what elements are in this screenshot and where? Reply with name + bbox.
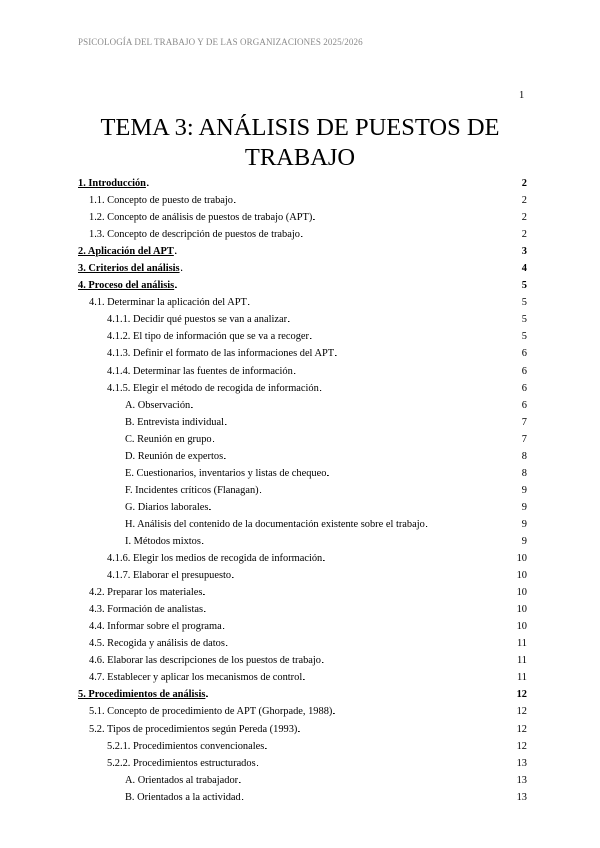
toc-entry-title: 1.3. Concepto de descripción de puestos de trabajo xyxy=(89,229,300,241)
toc-entry[interactable] xyxy=(78,263,527,280)
toc-entry-title: 4.1.4. Determinar las fuentes de información xyxy=(107,365,293,377)
toc-entry-page: 8 xyxy=(521,450,527,462)
toc-entry-title: 4.1. Determinar la aplicación del APT xyxy=(89,297,247,309)
toc-entry[interactable] xyxy=(78,314,527,331)
dot-leader xyxy=(209,502,520,513)
dot-leader xyxy=(175,246,521,257)
toc-entry[interactable] xyxy=(78,348,527,365)
dot-leader xyxy=(313,212,520,223)
toc-entry-title: 5.1. Concepto de procedimiento de APT (Ghorpade, 1988) xyxy=(89,706,333,718)
toc-entry[interactable] xyxy=(78,724,527,741)
dot-leader xyxy=(223,621,516,632)
toc-entry-page: 6 xyxy=(521,382,527,394)
toc-entry-page: 10 xyxy=(516,587,527,599)
page-number: 1 xyxy=(519,90,525,101)
dot-leader xyxy=(213,434,521,445)
toc-entry[interactable] xyxy=(78,178,527,195)
toc-entry-page: 13 xyxy=(516,757,527,769)
toc-entry-page: 6 xyxy=(521,399,527,411)
toc-entry-page: 2 xyxy=(521,195,527,207)
toc-entry[interactable] xyxy=(78,468,527,485)
toc-entry-page: 9 xyxy=(521,518,527,530)
dot-leader xyxy=(232,570,516,581)
toc-entry[interactable] xyxy=(78,485,527,502)
toc-entry[interactable] xyxy=(78,775,527,792)
toc-entry[interactable] xyxy=(78,741,527,758)
dot-leader xyxy=(333,706,515,717)
toc-entry-page: 7 xyxy=(521,416,527,428)
toc-entry-title: G. Diarios laborales xyxy=(125,501,209,513)
toc-entry-title: A. Observación xyxy=(125,399,191,411)
dot-leader xyxy=(203,587,515,598)
toc-entry-page: 4 xyxy=(521,263,527,275)
dot-leader xyxy=(206,689,515,700)
toc-entry[interactable] xyxy=(78,400,527,417)
toc-entry[interactable] xyxy=(78,434,527,451)
dot-leader xyxy=(298,724,515,735)
toc-entry[interactable] xyxy=(78,621,527,638)
dot-leader xyxy=(303,672,516,683)
toc-entry-page: 2 xyxy=(521,178,527,189)
dot-leader xyxy=(225,417,521,428)
dot-leader xyxy=(322,655,516,666)
toc-entry-title: 1.2. Concepto de análisis de puestos de trabajo (APT) xyxy=(89,212,313,224)
toc-entry-title: 4.2. Preparar los materiales xyxy=(89,587,203,599)
toc-entry-title: 4.3. Formación de analistas xyxy=(89,604,203,616)
toc-entry-page: 10 xyxy=(516,570,527,582)
toc-entry-title: 4.1.2. El tipo de información que se va a recoger xyxy=(107,331,309,343)
toc-entry-title: 5. Procedimientos de análisis xyxy=(78,689,206,701)
toc-entry[interactable] xyxy=(78,229,527,246)
toc-entry-page: 10 xyxy=(516,621,527,633)
table-of-contents xyxy=(78,178,527,809)
toc-entry-title: 1. Introducción xyxy=(78,178,146,189)
toc-entry[interactable] xyxy=(78,536,527,553)
toc-entry-title: I. Métodos mixtos xyxy=(125,535,201,547)
toc-entry-page: 12 xyxy=(516,723,527,735)
toc-entry-page: 11 xyxy=(516,638,527,650)
toc-entry-title: 2. Aplicación del APT xyxy=(78,246,174,258)
toc-entry[interactable] xyxy=(78,519,527,536)
toc-entry-title: 4.1.7. Elaborar el presupuesto xyxy=(107,570,232,582)
toc-entry-title: 4.1.1. Decidir qué puestos se van a analizar xyxy=(107,314,288,326)
toc-entry[interactable] xyxy=(78,792,527,809)
toc-entry-title: 3. Criterios del análisis xyxy=(78,263,180,275)
toc-entry[interactable] xyxy=(78,502,527,519)
dot-leader xyxy=(191,400,521,411)
toc-entry-page: 6 xyxy=(521,365,527,377)
dot-leader xyxy=(224,451,521,462)
toc-entry-page: 9 xyxy=(521,535,527,547)
toc-entry-title: A. Orientados al trabajador xyxy=(125,774,239,786)
dot-leader xyxy=(226,638,516,649)
toc-entry-page: 13 xyxy=(516,791,527,803)
toc-entry[interactable] xyxy=(78,246,527,263)
toc-entry[interactable] xyxy=(78,212,527,229)
toc-entry-title: F. Incidentes críticos (Flanagan) xyxy=(125,484,259,496)
toc-entry-page: 5 xyxy=(521,280,527,292)
toc-entry-page: 9 xyxy=(521,484,527,496)
toc-entry-page: 11 xyxy=(516,672,527,684)
dot-leader xyxy=(310,331,521,342)
dot-leader xyxy=(239,775,516,786)
dot-leader xyxy=(260,485,521,496)
toc-entry-page: 2 xyxy=(521,229,527,241)
toc-entry[interactable] xyxy=(78,587,527,604)
toc-entry-title: B. Orientados a la actividad xyxy=(125,791,241,803)
toc-entry[interactable] xyxy=(78,706,527,723)
toc-entry-title: 4. Proceso del análisis xyxy=(78,280,175,292)
toc-entry-title: B. Entrevista individual xyxy=(125,416,224,428)
dot-leader xyxy=(301,229,521,240)
dot-leader xyxy=(294,366,521,377)
toc-entry[interactable] xyxy=(78,280,527,297)
toc-entry-title: H. Análisis del contenido de la documentación existente sobre el trabajo xyxy=(125,518,425,530)
toc-entry[interactable] xyxy=(78,331,527,348)
dot-leader xyxy=(147,178,521,189)
toc-entry[interactable] xyxy=(78,383,527,400)
toc-entry[interactable] xyxy=(78,553,527,570)
dot-leader xyxy=(288,314,521,325)
toc-entry[interactable] xyxy=(78,758,527,775)
toc-entry[interactable] xyxy=(78,297,527,314)
toc-entry-page: 9 xyxy=(521,501,527,513)
toc-entry[interactable] xyxy=(78,417,527,434)
toc-entry-page: 2 xyxy=(521,212,527,224)
toc-entry-page: 3 xyxy=(521,246,527,258)
toc-entry-page: 8 xyxy=(521,467,527,479)
toc-entry-title: 4.6. Elaborar las descripciones de los puestos de trabajo xyxy=(89,655,321,667)
toc-entry-title: 4.4. Informar sobre el programa xyxy=(89,621,222,633)
dot-leader xyxy=(181,263,521,274)
toc-entry-page: 10 xyxy=(516,604,527,616)
toc-entry-page: 11 xyxy=(516,655,527,667)
toc-entry-title: 5.2.2. Procedimientos estructurados xyxy=(107,757,256,769)
dot-leader xyxy=(248,297,521,308)
toc-entry-title: 5.2. Tipos de procedimientos según Pereda (1993) xyxy=(89,723,298,735)
dot-leader xyxy=(204,604,516,615)
dot-leader xyxy=(234,195,521,206)
toc-entry-title: 4.7. Establecer y aplicar los mecanismos de control xyxy=(89,672,303,684)
toc-entry[interactable] xyxy=(78,195,527,212)
toc-entry-page: 7 xyxy=(521,433,527,445)
toc-entry-page: 12 xyxy=(516,689,527,701)
toc-entry-title: 1.1. Concepto de puesto de trabajo xyxy=(89,195,233,207)
document-title: TEMA 3: ANÁLISIS DE PUESTOS DE TRABAJO xyxy=(100,114,500,171)
dot-leader xyxy=(175,280,521,291)
toc-entry-page: 12 xyxy=(516,740,527,752)
toc-entry-page: 5 xyxy=(521,331,527,343)
dot-leader xyxy=(426,519,521,530)
toc-entry-title: 4.1.5. Elegir el método de recogida de información xyxy=(107,382,319,394)
running-header: PSICOLOGÍA DEL TRABAJO Y DE LAS ORGANIZACIONES 2025/2026 xyxy=(78,37,363,47)
toc-entry[interactable] xyxy=(78,638,527,655)
toc-entry-page: 5 xyxy=(521,297,527,309)
toc-entry-title: E. Cuestionarios, inventarios y listas de chequeo xyxy=(125,467,327,479)
dot-leader xyxy=(202,536,521,547)
dot-leader xyxy=(335,348,521,359)
toc-entry[interactable] xyxy=(78,366,527,383)
dot-leader xyxy=(265,741,515,752)
dot-leader xyxy=(323,553,515,564)
toc-entry-title: 5.2.1. Procedimientos convencionales xyxy=(107,740,265,752)
toc-entry-page: 10 xyxy=(516,553,527,565)
toc-entry[interactable] xyxy=(78,672,527,689)
dot-leader xyxy=(320,383,521,394)
toc-entry[interactable] xyxy=(78,570,527,587)
toc-entry-title: C. Reunión en grupo xyxy=(125,433,212,445)
toc-entry-title: D. Reunión de expertos xyxy=(125,450,224,462)
dot-leader xyxy=(327,468,520,479)
toc-entry-page: 6 xyxy=(521,348,527,360)
toc-entry[interactable] xyxy=(78,604,527,621)
toc-entry[interactable] xyxy=(78,451,527,468)
toc-entry-page: 12 xyxy=(516,706,527,718)
toc-entry-title: 4.1.3. Definir el formato de las informaciones del APT xyxy=(107,348,335,360)
dot-leader xyxy=(257,758,516,769)
toc-entry-page: 13 xyxy=(516,774,527,786)
dot-leader xyxy=(242,792,516,803)
toc-entry-title: 4.1.6. Elegir los medios de recogida de información xyxy=(107,553,323,565)
toc-entry-page: 5 xyxy=(521,314,527,326)
toc-entry[interactable] xyxy=(78,689,527,706)
toc-entry[interactable] xyxy=(78,655,527,672)
toc-entry-title: 4.5. Recogida y análisis de datos xyxy=(89,638,225,650)
